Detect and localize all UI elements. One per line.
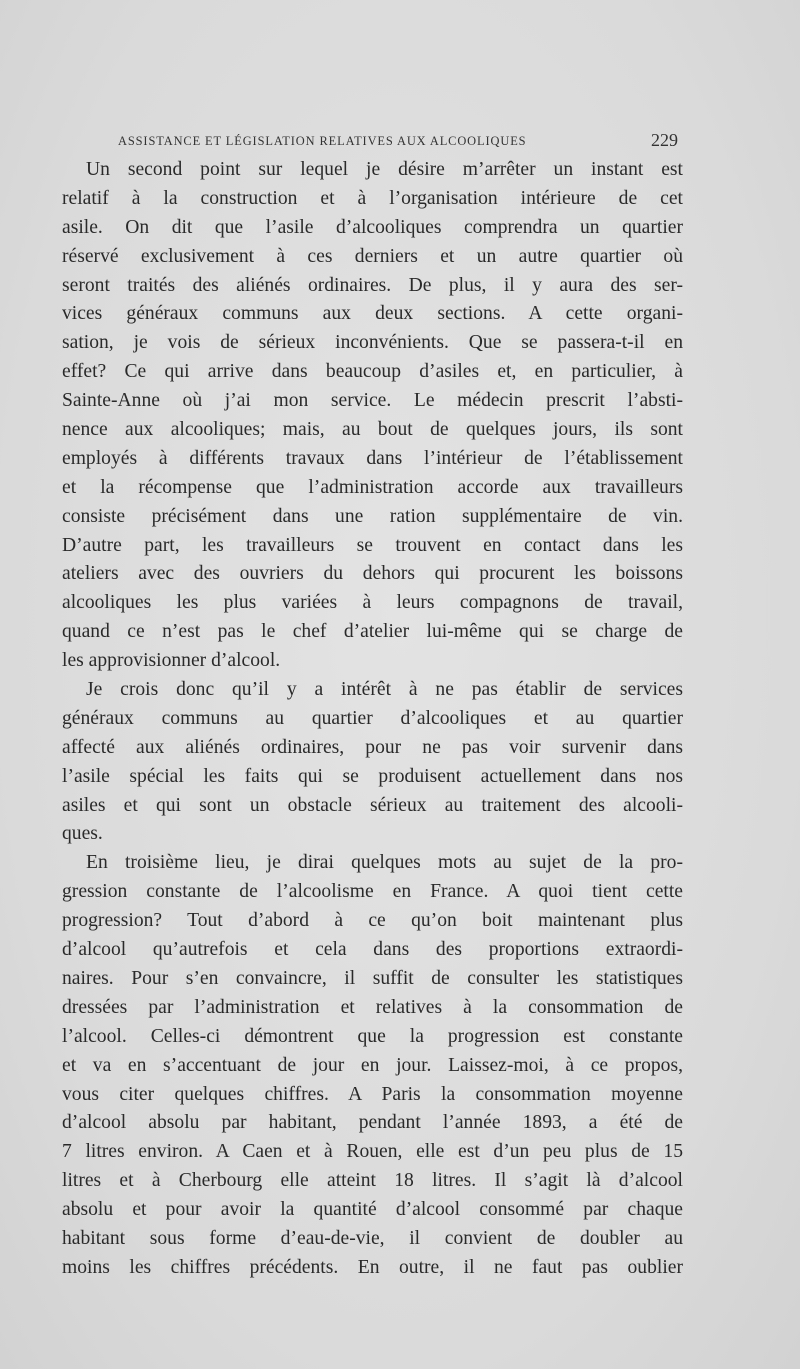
text-line: vices généraux communs aux deux sections. A cette organi- xyxy=(62,303,683,325)
text-line: réservé exclusivement à ces derniers et un autre quartier où xyxy=(62,245,683,267)
text-line: asile. On dit que l’asile d’alcooliques comprendra un quartier xyxy=(62,216,683,238)
text-line: ateliers avec des ouvriers du dehors qui procurent les boissons xyxy=(62,563,683,585)
text-line: l’asile spécial les faits qui se produisent actuellement dans nos xyxy=(62,765,683,787)
text-line: Je crois donc qu’il y a intérêt à ne pas établir de services xyxy=(86,679,683,701)
text-line: et la récompense que l’administration accorde aux travailleurs xyxy=(62,476,683,498)
text-line: gression constante de l’alcoolisme en France. A quoi tient cette xyxy=(62,881,683,903)
text-line: ques. xyxy=(62,823,103,845)
text-line: seront traités des aliénés ordinaires. De plus, il y aura des ser- xyxy=(62,274,683,296)
text-line: sation, je vois de sérieux inconvénients. Que se passera-t-il en xyxy=(62,332,683,354)
text-line: employés à différents travaux dans l’intérieur de l’établissement xyxy=(62,447,683,469)
text-line: effet? Ce qui arrive dans beaucoup d’asiles et, en particulier, à xyxy=(62,361,683,383)
text-line: Un second point sur lequel je désire m’arrêter un instant est xyxy=(86,159,683,180)
text-line: 7 litres environ. A Caen et à Rouen, elle est d’un peu plus de 15 xyxy=(62,1141,683,1163)
text-line: alcooliques les plus variées à leurs compagnons de travail, xyxy=(62,592,683,614)
text-line: litres et à Cherbourg elle atteint 18 litres. Il s’agit là d’alcool xyxy=(62,1170,683,1192)
text-line: nence aux alcooliques; mais, au bout de quelques jours, ils sont xyxy=(62,419,683,441)
body-text xyxy=(62,156,683,1283)
text-line: les approvisionner d’alcool. xyxy=(62,650,281,672)
text-line: affecté aux aliénés ordinaires, pour ne pas voir survenir dans xyxy=(62,736,683,758)
running-head xyxy=(118,130,678,154)
text-line: absolu et pour avoir la quantité d’alcool consommé par chaque xyxy=(62,1199,683,1221)
text-line: En troisième lieu, je dirai quelques mots au sujet de la pro- xyxy=(86,852,683,874)
text-line: consiste précisément dans une ration supplémentaire de vin. xyxy=(62,505,683,527)
text-line: quand ce n’est pas le chef d’atelier lui-même qui se charge de xyxy=(62,621,683,643)
text-line: moins les chiffres précédents. En outre, il ne faut pas oublier xyxy=(62,1256,683,1278)
text-line: l’alcool. Celles-ci démontrent que la progression est constante xyxy=(62,1025,683,1047)
text-line: relatif à la construction et à l’organisation intérieure de cet xyxy=(62,187,683,209)
text-line: asiles et qui sont un obstacle sérieux au traitement des alcooli- xyxy=(62,794,683,816)
text-line: habitant sous forme d’eau-de-vie, il convient de doubler au xyxy=(62,1227,683,1249)
text-line: d’alcool qu’autrefois et cela dans des proportions extraordi- xyxy=(62,939,683,961)
text-line: généraux communs au quartier d’alcooliques et au quartier xyxy=(62,707,683,729)
running-head-title: ASSISTANCE ET LÉGISLATION RELATIVES AUX ALCOOLIQUES xyxy=(118,134,527,148)
text-line: D’autre part, les travailleurs se trouvent en contact dans les xyxy=(62,534,683,556)
text-line: naires. Pour s’en convaincre, il suffit de consulter les statistiques xyxy=(62,967,683,989)
text-line: dressées par l’administration et relatives à la consommation de xyxy=(62,996,683,1018)
text-line: d’alcool absolu par habitant, pendant l’année 1893, a été de xyxy=(62,1112,683,1134)
page-number: 229 xyxy=(651,130,678,150)
text-line: progression? Tout d’abord à ce qu’on boit maintenant plus xyxy=(62,910,683,932)
text-line: et va en s’accentuant de jour en jour. Laissez-moi, à ce propos, xyxy=(62,1054,683,1076)
text-line: vous citer quelques chiffres. A Paris la consommation moyenne xyxy=(62,1083,683,1105)
text-line: Sainte-Anne où j’ai mon service. Le médecin prescrit l’absti- xyxy=(62,390,683,412)
